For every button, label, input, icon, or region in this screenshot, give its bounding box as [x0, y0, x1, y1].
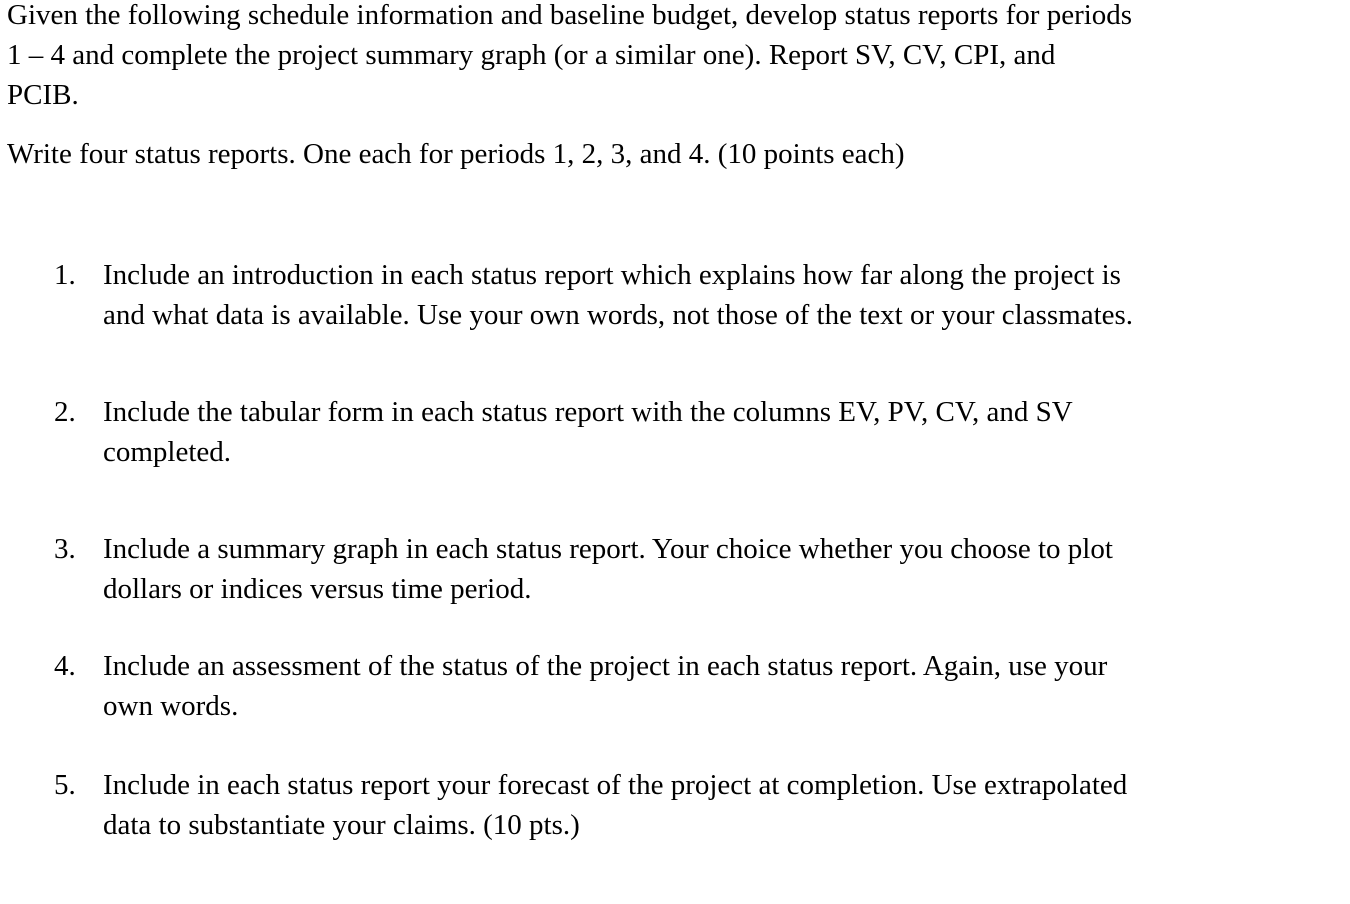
intro-paragraph: Given the following schedule information and baseline budget, develop status reports for periods 1 – 4 and complete the project summary graph (or a similar one). Report SV, CV, CPI, and PCIB.: [7, 0, 1133, 111]
list-item-text: Include in each status report your forecast of the project at completion. Use extrapolated data to substantiate your claims. (10 pts.): [103, 769, 1128, 841]
list-item-number: 5.: [54, 769, 76, 801]
list-item-text: Include an introduction in each status report which explains how far along the project is and what data is available. Use your own words, not those of the text or your classmates.: [103, 259, 1134, 331]
list-item-number: 4.: [54, 650, 76, 682]
list-item-text: Include a summary graph in each status report. Your choice whether you choose to plot dollars or indices versus time period.: [103, 533, 1113, 605]
list-item-text: Include the tabular form in each status report with the columns EV, PV, CV, and SV completed.: [103, 396, 1073, 468]
list-item-number: 3.: [54, 533, 76, 565]
task-instruction: Write four status reports. One each for periods 1, 2, 3, and 4. (10 points each): [7, 138, 905, 170]
list-item-text: Include an assessment of the status of the project in each status report. Again, use your own words.: [103, 650, 1108, 722]
list-item-number: 2.: [54, 396, 76, 428]
list-item-number: 1.: [54, 259, 76, 291]
